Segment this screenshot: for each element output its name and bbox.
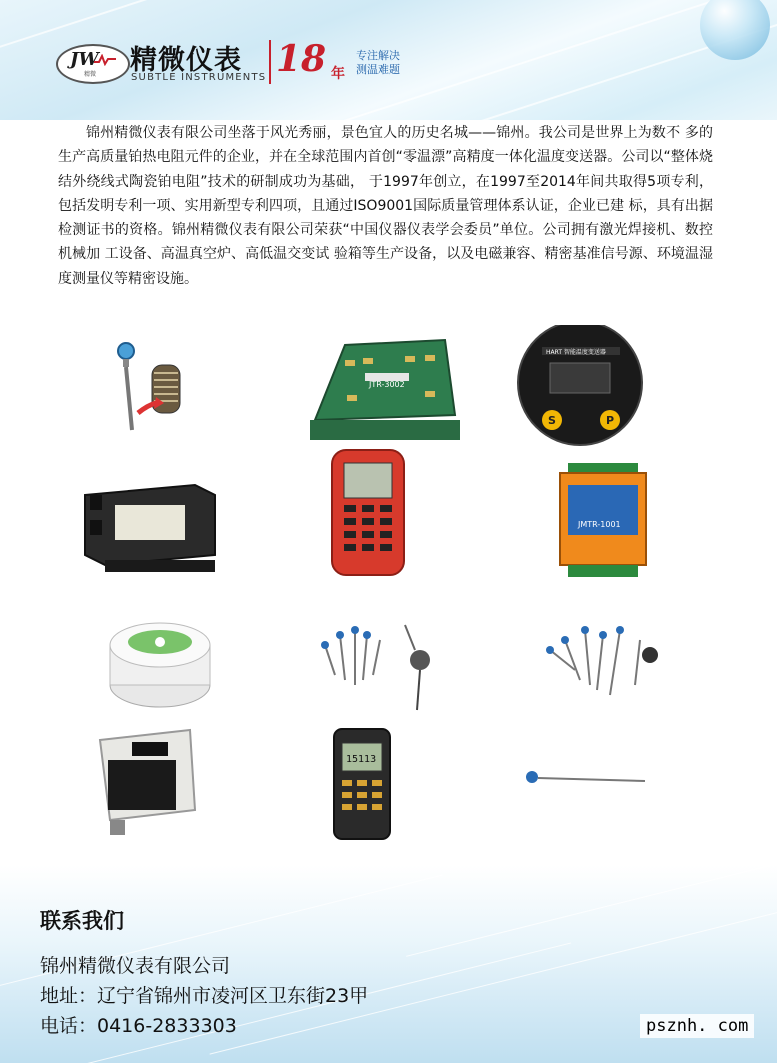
contact-title: 联系我们 [40, 909, 124, 933]
product-image-sensor-probes [535, 610, 745, 750]
brand-name: 精微仪表 [130, 45, 242, 76]
product-image-thermocouple-assortment [305, 605, 515, 745]
logo-mark: JW [70, 49, 99, 70]
bubble-decoration [700, 0, 770, 60]
brand-name-en: SUBTLE INSTRUMENTS [131, 72, 267, 83]
p3-label: HART 智能温度变送器 [546, 349, 606, 356]
years-unit: 年 [331, 66, 345, 82]
p6-label: JMTR-1001 [578, 520, 621, 529]
logo-sub: 精微 [84, 71, 97, 78]
product-image-temperature-sensor [90, 325, 300, 465]
p2-label: JTR-3002 [369, 380, 405, 389]
product-image-handheld-calibrator [322, 445, 414, 580]
svg-text:S: S [548, 414, 556, 427]
contact-address: 地址：辽宁省锦州市凌河区卫东街23甲 [40, 985, 369, 1007]
product-image-infrared-camera [80, 720, 290, 860]
product-image-rail-module [65, 465, 275, 605]
contact-phone: 电话：0416-2833303 [40, 1015, 237, 1037]
product-image-din-transmitter [285, 325, 495, 465]
p10-display: 15113 [346, 754, 377, 765]
product-image-hart-transmitter [480, 325, 690, 465]
site-watermark: psznh. com [640, 1014, 754, 1038]
header-divider [269, 40, 271, 84]
product-image-digital-meter [322, 725, 402, 843]
company-logo [56, 44, 130, 84]
contact-company: 锦州精微仪表有限公司 [40, 955, 231, 977]
company-intro: 锦州精微仪表有限公司坐落于风光秀丽，景色宜人的历史名城——锦州。我公司是世界上为数不 多的生产高质量铂热电阻元件的企业，并在全球范围内首创“零温漂”高精度一体化温度变送器。公司以“整体烧结外绕线式陶瓷铂电阻”技术的研制成功为基础， 于1997年创立，在1997至2014年间共取得5项专利，包括发明专利一项、实用新型专利四项，且通过ISO9001国际质量管理体系认证，企业已建 标，具有出据检测证书的资格。锦州精微仪表有限公司荣获“中国仪器仪表学会委员”单位。公司拥有激光焊接机、数控机械加 工设备、高温真空炉、高低温交变试 验箱等生产设备，以及电磁兼容、精密基准信号源、环境温湿度测量仪等精密设施。 [58, 125, 713, 287]
svg-text:P: P [606, 414, 615, 427]
years-number: 18 [276, 38, 327, 80]
slogan [356, 49, 400, 77]
slogan-line-1: 专注解决 [356, 49, 400, 62]
product-image-probe-rod [510, 745, 720, 885]
product-image-jmtr-module [480, 455, 690, 595]
slogan-line-2: 测温难题 [356, 63, 400, 76]
product-image-head-transmitter [90, 600, 300, 740]
